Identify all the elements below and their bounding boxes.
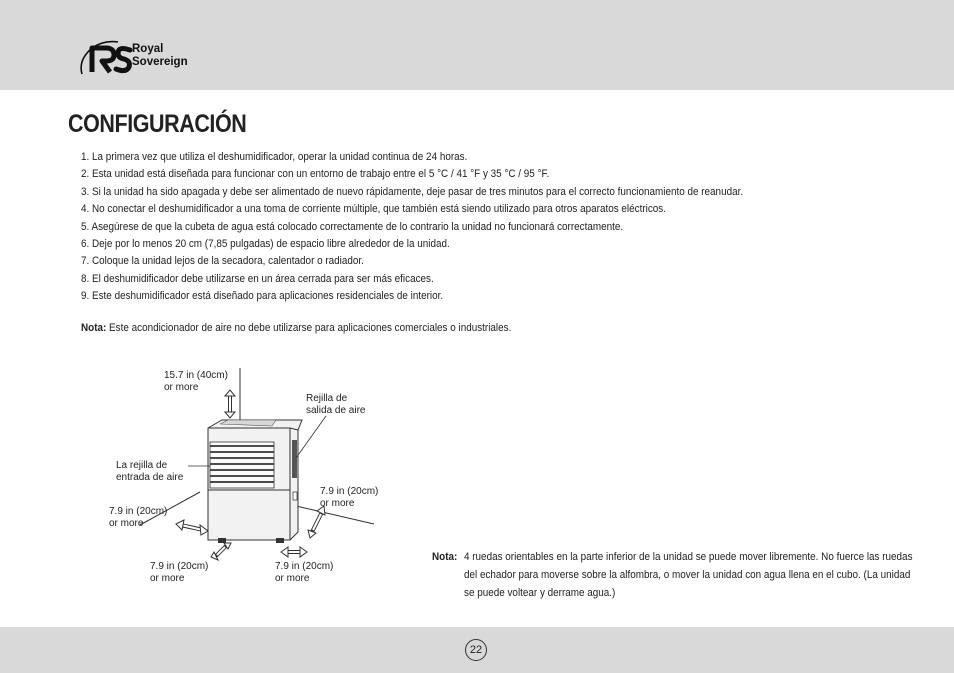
list-item: 8. El deshumidificador debe utilizarse en un área cerrada para ser más eficaces.	[81, 272, 434, 285]
rs-logo-mark	[78, 38, 138, 78]
logo-line-2: Sovereign	[132, 56, 188, 68]
air-inlet-label: La rejilla de entrada de aire	[116, 460, 184, 483]
instructions-list	[81, 149, 817, 306]
list-item: 1. La primera vez que utiliza el deshumidificador, operar la unidad continua de 24 horas.	[81, 151, 468, 163]
list-item: 3. Si la unidad ha sido apagada y debe ser alimentado de nuevo rápidamente, deje pasar de tres minutos para el correcto funcionamiento de reanudar.	[81, 185, 744, 198]
list-item: 4. No conectar el deshumidificador a una toma de corriente múltiple, que también está siendo utilizado para otros aparatos eléctricos.	[81, 203, 666, 216]
royal-sovereign-logo	[78, 38, 218, 78]
list-item: 7. Coloque la unidad lejos de la secadora, calentador o radiador.	[81, 255, 364, 268]
front-right-clearance-label: 7.9 in (20cm) or more	[275, 561, 334, 584]
list-item: 9. Este deshumidificador está diseñado para aplicaciones residenciales de interior.	[81, 290, 444, 303]
list-item: 6. Deje por lo menos 20 cm (7,85 pulgadas) de espacio libre alrededor de la unidad.	[81, 238, 450, 251]
left-clearance-label: 7.9 in (20cm) or more	[109, 506, 168, 529]
note-text: Este acondicionador de aire no debe utilizarse para aplicaciones comerciales o industriales.	[109, 322, 512, 334]
logo-wordmark	[132, 43, 188, 69]
top-clearance-label: 15.7 in (40cm) or more	[164, 370, 228, 393]
page-number: 22	[465, 639, 487, 661]
note-label: Nota:	[81, 322, 107, 334]
front-left-clearance-label: 7.9 in (20cm) or more	[150, 561, 209, 584]
logo-line-1: Royal	[132, 43, 164, 55]
right-clearance-label: 7.9 in (20cm) or more	[320, 486, 379, 509]
list-item: 5. Asegúrese de que la cubeta de agua está colocado correctamente de lo contrario la unidad no funcionará correctamente.	[81, 220, 624, 233]
note-text: 4 ruedas orientables en la parte inferior de la unidad se puede mover libremente. No fuerce las ruedas del echador para moverse sobre la alfombra, o mover la unidad con agua llena en el cubo. (La unidad se puede voltear y derrame agua.)	[464, 551, 913, 599]
note-label: Nota:	[432, 551, 458, 563]
clearance-diagram	[100, 360, 400, 600]
air-outlet-label: Rejilla de salida de aire	[306, 393, 366, 416]
note-commercial-use	[81, 322, 511, 334]
note-casters	[432, 548, 913, 602]
list-item: 2. Esta unidad está diseñada para funcionar con un entorno de trabajo entre el 5 °C / 41 °F y 35 °C / 95 °F.	[81, 168, 550, 181]
page-title: CONFIGURACIÓN	[68, 110, 247, 138]
